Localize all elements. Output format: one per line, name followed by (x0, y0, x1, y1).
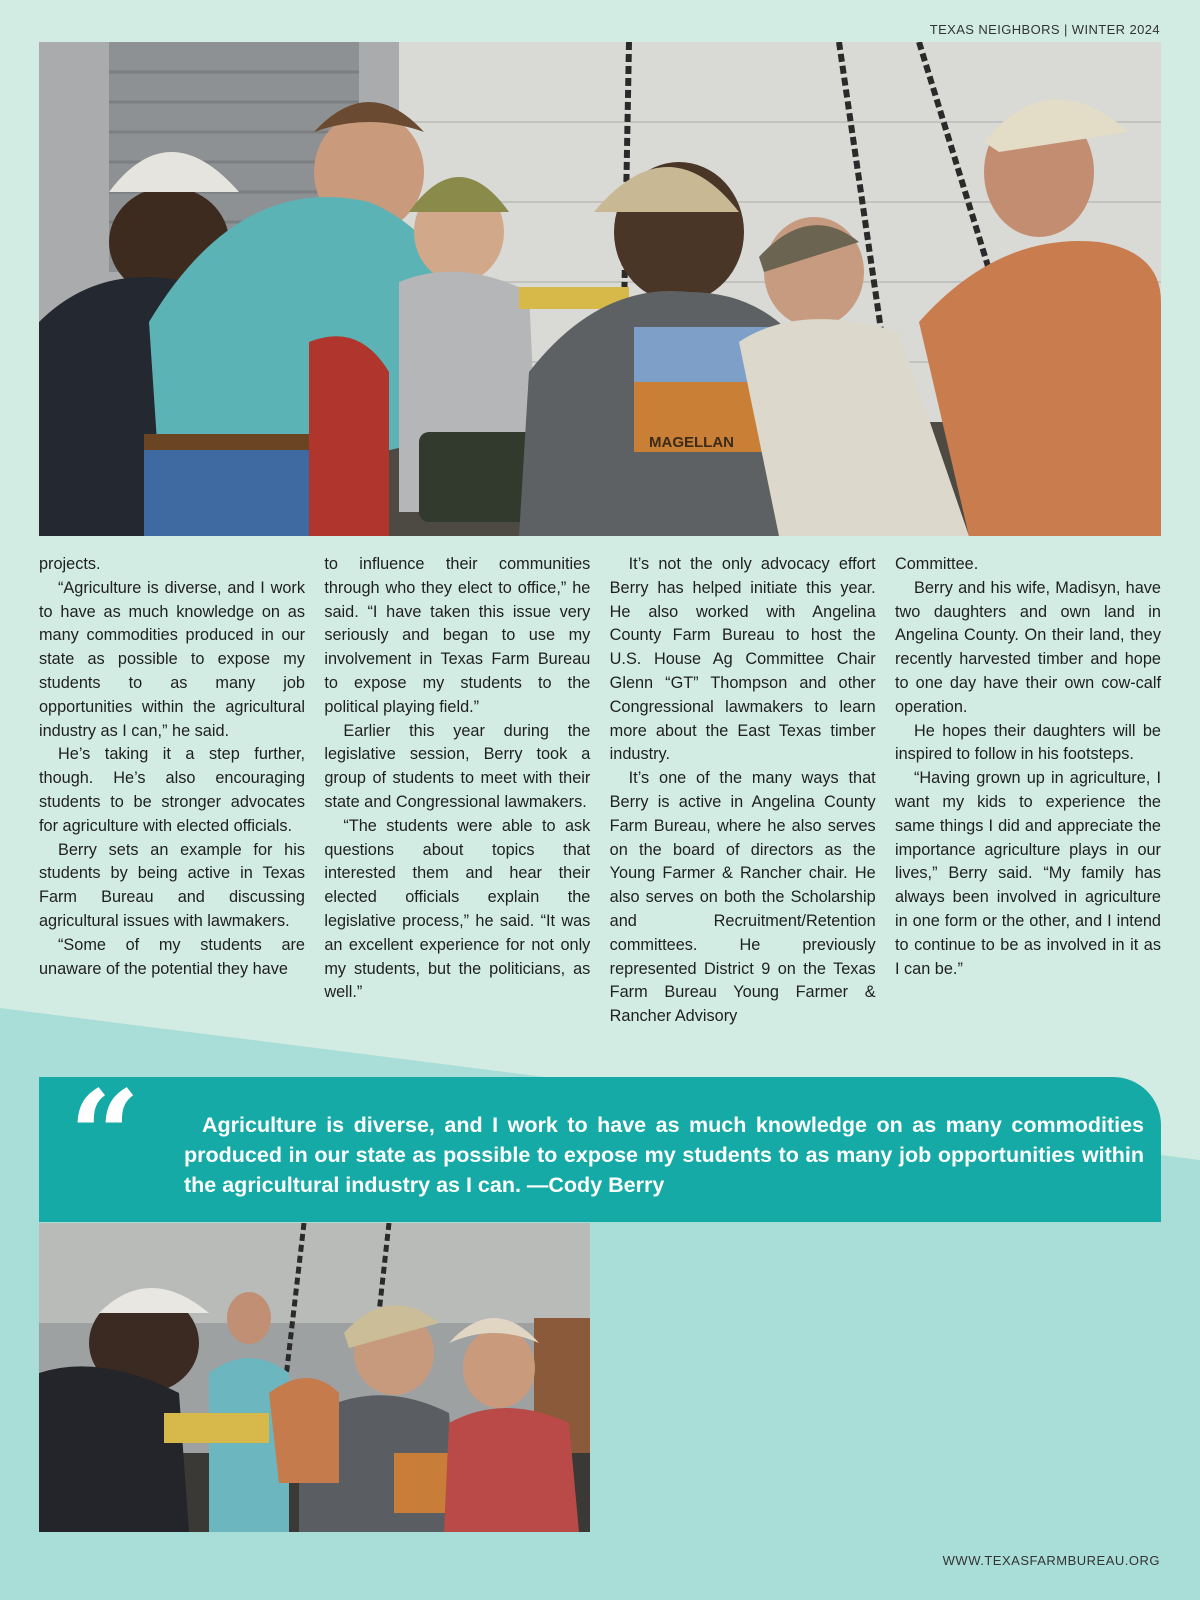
article-body (39, 553, 1161, 1026)
pull-quote-box (39, 1064, 1161, 1222)
paragraph: Berry and his wife, Madisyn, have two daughters and own land in Angelina County. On their land, they recently harvested timber and hope to one day have their own cow-calf operation. (894, 578, 1161, 716)
paragraph: It’s one of the many ways that Berry is active in Angelina County Farm Bureau, where he also serves on the board of directors as the Young Farmer & Rancher chair. He also serves on both the Scholarship and Recruitment/Retention committees. He previously represented District 9 on the Texas Farm Bureau Young Farmer & Rancher Advisory (609, 769, 876, 1026)
footer-url: WWW.TEXASFARMBUREAU.ORG (942, 1553, 1160, 1568)
paragraph: Earlier this year during the legislative session, Berry took a group of students to meet with their state and Congressional lawmakers. (324, 721, 591, 811)
top-photo (39, 42, 1161, 536)
paragraph: Committee. (894, 555, 979, 573)
quote-mark-icon: “ (69, 1064, 141, 1209)
paragraph: “Some of my students are unaware of the potential they have (39, 935, 305, 978)
paragraph: Berry sets an example for his students by being active in Texas Farm Bureau and discussing agricultural issues with lawmakers. (39, 840, 305, 930)
article-column-4 (895, 553, 1161, 1008)
pull-quote-text: Agriculture is diverse, and I work to have as much knowledge on as many commodities produced in our state as possible to expose my students to as many job opportunities within the agricultural industry as I can. —Cody Berry (184, 1113, 1144, 1197)
paragraph: It’s not the only advocacy effort Berry has helped initiate this year. He also worked with Angelina County Farm Bureau to host the U.S. House Ag Committee Chair Glenn “GT” Thompson and other Congressional lawmakers to learn more about the East Texas timber industry. (609, 555, 876, 764)
paragraph: to influence their communities through who they elect to office,” he said. “I have taken this issue very seriously and began to use my involvement in Texas Farm Bureau to expose my students to the political playing field.” (324, 555, 591, 716)
paragraph: projects. (39, 555, 101, 573)
bottom-photo (39, 1223, 590, 1532)
paragraph: He hopes their daughters will be inspired to follow in his footsteps. (894, 721, 1161, 764)
paragraph: “Agriculture is diverse, and I work to have as much knowledge on as many commodities produced in our state as possible to expose my students to as many job opportunities within the agricultural industry as I can,” he said. (39, 578, 305, 740)
article-column-3 (609, 553, 876, 1026)
paragraph: “The students were able to ask questions about topics that interested them and hear their elected officials explain the legislative process,” he said. “It was an excellent experience for not only my students, but the politicians, as well.” (324, 816, 591, 1002)
article-column-1 (39, 553, 305, 1008)
shirt-logo-text: MAGELLAN (649, 434, 734, 451)
article-column-2 (324, 553, 590, 1008)
paragraph: He’s taking it a step further, though. He’s also encouraging students to be stronger advocates for agriculture with elected officials. (39, 745, 305, 835)
running-header: TEXAS NEIGHBORS | WINTER 2024 (929, 22, 1160, 37)
paragraph: “Having grown up in agriculture, I want my kids to experience the same things I did and appreciate the importance agriculture plays in our lives,” Berry said. “My family has always been involved in agriculture in one form or the other, and I intend to continue to be as involved in it as I can be.” (894, 769, 1161, 978)
